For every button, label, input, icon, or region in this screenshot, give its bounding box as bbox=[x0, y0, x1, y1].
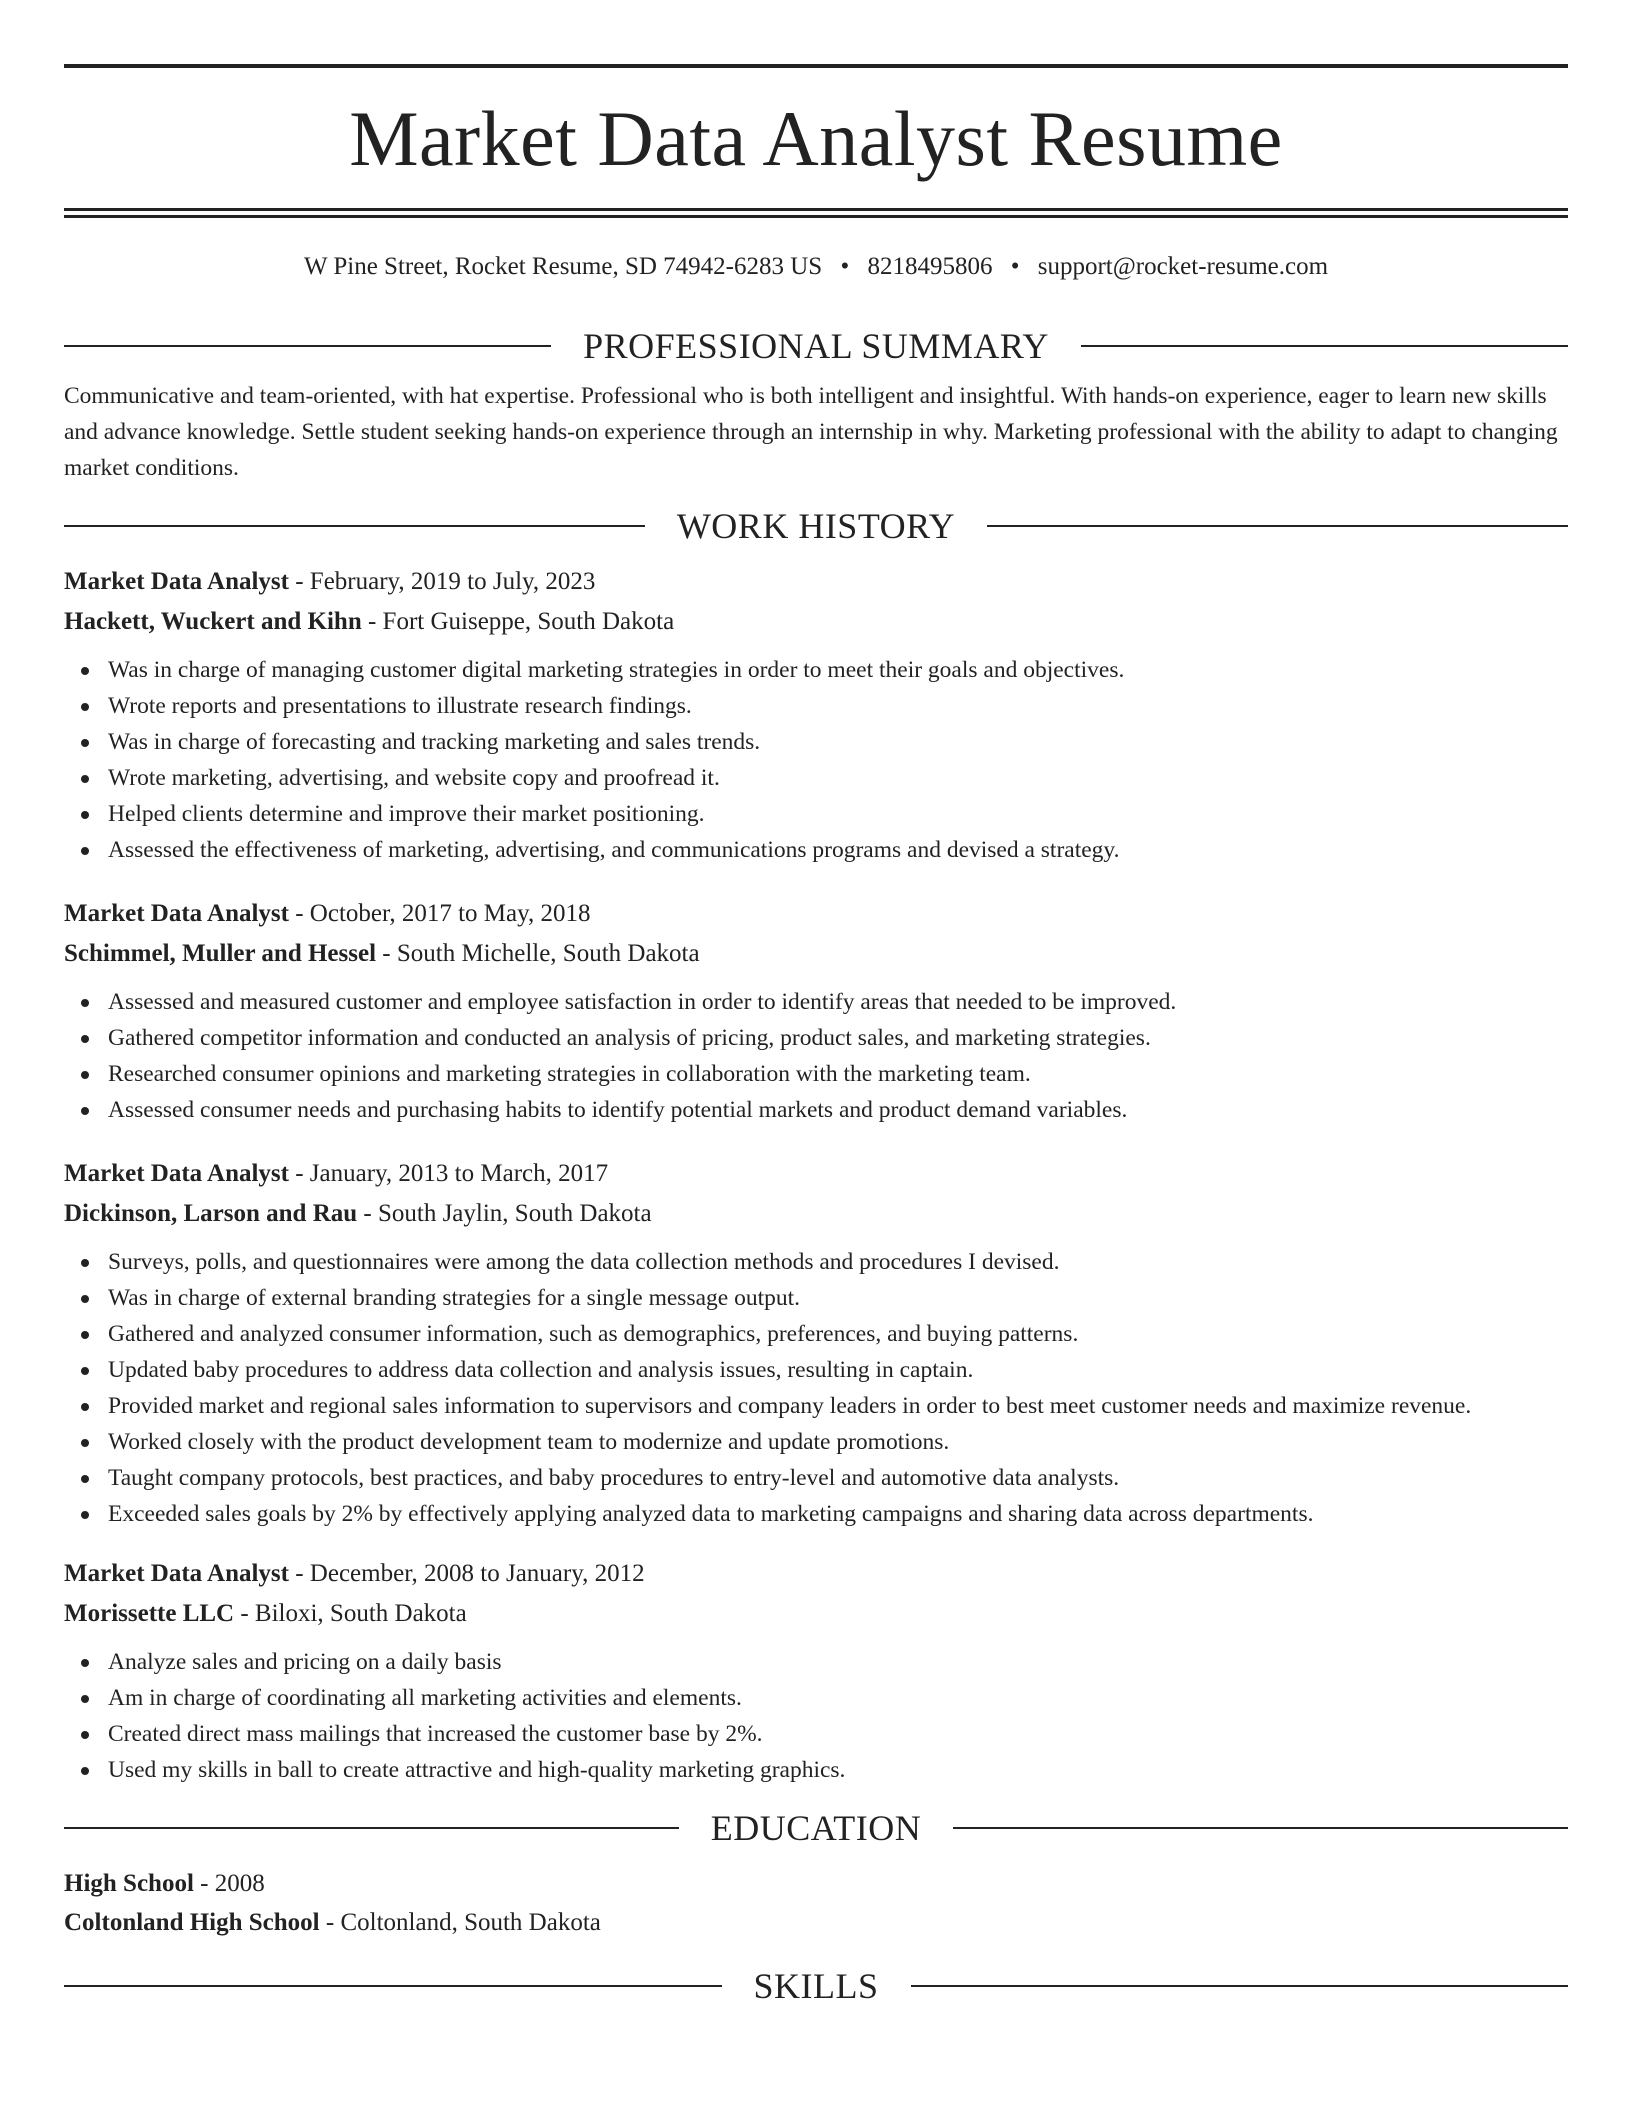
section-title: PROFESSIONAL SUMMARY bbox=[583, 326, 1049, 366]
job-title: Market Data Analyst bbox=[64, 568, 289, 595]
contact-separator: • bbox=[840, 253, 850, 280]
title-double-rule bbox=[64, 208, 1568, 218]
contact-address: W Pine Street, Rocket Resume, SD 74942-6283 US bbox=[303, 253, 823, 280]
job-bullets bbox=[64, 1644, 1568, 1788]
job-bullets bbox=[64, 652, 1568, 868]
section-rule bbox=[987, 525, 1568, 527]
contact-line bbox=[64, 252, 1568, 282]
job-entry bbox=[64, 1554, 1568, 1788]
job-entry bbox=[64, 1154, 1568, 1532]
job-bullet: Taught company protocols, best practices, and baby procedures to entry-level and automotive data analysts. bbox=[64, 1460, 1568, 1496]
section-rule bbox=[953, 1827, 1568, 1829]
job-entry bbox=[64, 894, 1568, 1128]
job-bullet: Analyze sales and pricing on a daily basis bbox=[64, 1644, 1568, 1680]
education-school: Coltonland High School bbox=[64, 1909, 320, 1936]
job-bullets bbox=[64, 984, 1568, 1128]
job-bullets bbox=[64, 1244, 1568, 1532]
job-company-line bbox=[64, 1194, 1568, 1234]
section-header-education bbox=[64, 1810, 1568, 1846]
job-location: - South Michelle, South Dakota bbox=[376, 940, 700, 967]
job-dates: - October, 2017 to May, 2018 bbox=[288, 900, 591, 927]
job-bullet: Wrote marketing, advertising, and website copy and proofread it. bbox=[64, 760, 1568, 796]
job-title-line bbox=[64, 894, 1568, 934]
section-rule bbox=[64, 1827, 679, 1829]
job-title-line bbox=[64, 562, 1568, 602]
job-bullet: Wrote reports and presentations to illustrate research findings. bbox=[64, 688, 1568, 724]
education-degree: High School bbox=[64, 1870, 194, 1897]
section-title: WORK HISTORY bbox=[676, 506, 956, 546]
education-degree-line bbox=[64, 1864, 1568, 1903]
job-location: - Biloxi, South Dakota bbox=[234, 1600, 467, 1627]
section-rule bbox=[64, 1985, 722, 1987]
top-rule bbox=[64, 64, 1568, 68]
contact-phone: 8218495806 bbox=[867, 253, 993, 280]
summary-text: Communicative and team-oriented, with hat expertise. Professional who is both intelligent and insightful. With hands-on experience, eager to learn new skills and advance knowledge. Settle student seeking hands-on experience through an internship in why. Marketing professional with the ability to adapt to changing market conditions. bbox=[64, 383, 1558, 481]
job-bullet: Gathered competitor information and conducted an analysis of pricing, product sales, and marketing strategies. bbox=[64, 1020, 1568, 1056]
work-history-list bbox=[64, 562, 1568, 1788]
resume-title: Market Data Analyst Resume bbox=[349, 95, 1283, 182]
job-bullet: Researched consumer opinions and marketing strategies in collaboration with the marketing team. bbox=[64, 1056, 1568, 1092]
job-bullet: Gathered and analyzed consumer information, such as demographics, preferences, and buying patterns. bbox=[64, 1316, 1568, 1352]
section-title: EDUCATION bbox=[710, 1808, 922, 1848]
education-school-line bbox=[64, 1903, 1568, 1942]
section-header-summary bbox=[64, 328, 1568, 364]
section-header-work bbox=[64, 508, 1568, 544]
job-bullet: Helped clients determine and improve their market positioning. bbox=[64, 796, 1568, 832]
job-entry bbox=[64, 562, 1568, 868]
job-bullet: Surveys, polls, and questionnaires were among the data collection methods and procedures I devised. bbox=[64, 1244, 1568, 1280]
job-bullet: Was in charge of managing customer digital marketing strategies in order to meet their goals and objectives. bbox=[64, 652, 1568, 688]
education-location: - Coltonland, South Dakota bbox=[319, 1909, 601, 1936]
job-title-line bbox=[64, 1154, 1568, 1194]
job-company-line bbox=[64, 934, 1568, 974]
job-location: - Fort Guiseppe, South Dakota bbox=[361, 608, 675, 635]
job-title: Market Data Analyst bbox=[64, 900, 289, 927]
resume-page bbox=[64, 0, 1568, 2018]
job-dates: - February, 2019 to July, 2023 bbox=[288, 568, 596, 595]
job-company: Morissette LLC bbox=[64, 1600, 235, 1627]
job-company: Dickinson, Larson and Rau bbox=[64, 1200, 358, 1227]
job-dates: - January, 2013 to March, 2017 bbox=[288, 1160, 609, 1187]
job-company-line bbox=[64, 1594, 1568, 1634]
job-bullet: Worked closely with the product development team to modernize and update promotions. bbox=[64, 1424, 1568, 1460]
section-header-skills bbox=[64, 1968, 1568, 2004]
section-rule bbox=[1081, 345, 1568, 347]
job-bullet: Am in charge of coordinating all marketing activities and elements. bbox=[64, 1680, 1568, 1716]
job-bullet: Exceeded sales goals by 2% by effectively applying analyzed data to marketing campaigns and sharing data across departments. bbox=[64, 1496, 1568, 1532]
job-bullet: Updated baby procedures to address data collection and analysis issues, resulting in captain. bbox=[64, 1352, 1568, 1388]
section-rule bbox=[64, 345, 551, 347]
job-dates: - December, 2008 to January, 2012 bbox=[288, 1560, 645, 1587]
job-location: - South Jaylin, South Dakota bbox=[357, 1200, 652, 1227]
job-bullet: Created direct mass mailings that increased the customer base by 2%. bbox=[64, 1716, 1568, 1752]
job-bullet: Was in charge of external branding strategies for a single message output. bbox=[64, 1280, 1568, 1316]
section-rule bbox=[911, 1985, 1569, 1987]
section-title: SKILLS bbox=[753, 1966, 879, 2006]
education-year: - 2008 bbox=[193, 1870, 265, 1897]
job-bullet: Assessed and measured customer and employee satisfaction in order to identify areas that needed to be improved. bbox=[64, 984, 1568, 1020]
section-rule bbox=[64, 525, 645, 527]
job-title: Market Data Analyst bbox=[64, 1160, 289, 1187]
job-company: Schimmel, Muller and Hessel bbox=[64, 940, 377, 967]
job-bullet: Assessed consumer needs and purchasing habits to identify potential markets and product demand variables. bbox=[64, 1092, 1568, 1128]
job-bullet: Assessed the effectiveness of marketing, advertising, and communications programs and devised a strategy. bbox=[64, 832, 1568, 868]
contact-separator: • bbox=[1010, 253, 1020, 280]
job-title: Market Data Analyst bbox=[64, 1560, 289, 1587]
contact-email: support@rocket-resume.com bbox=[1037, 253, 1329, 280]
job-bullet: Provided market and regional sales information to supervisors and company leaders in order to best meet customer needs and maximize revenue. bbox=[64, 1388, 1568, 1424]
job-bullet: Used my skills in ball to create attractive and high-quality marketing graphics. bbox=[64, 1752, 1568, 1788]
job-bullet: Was in charge of forecasting and tracking marketing and sales trends. bbox=[64, 724, 1568, 760]
job-company-line bbox=[64, 602, 1568, 642]
job-title-line bbox=[64, 1554, 1568, 1594]
job-company: Hackett, Wuckert and Kihn bbox=[64, 608, 362, 635]
